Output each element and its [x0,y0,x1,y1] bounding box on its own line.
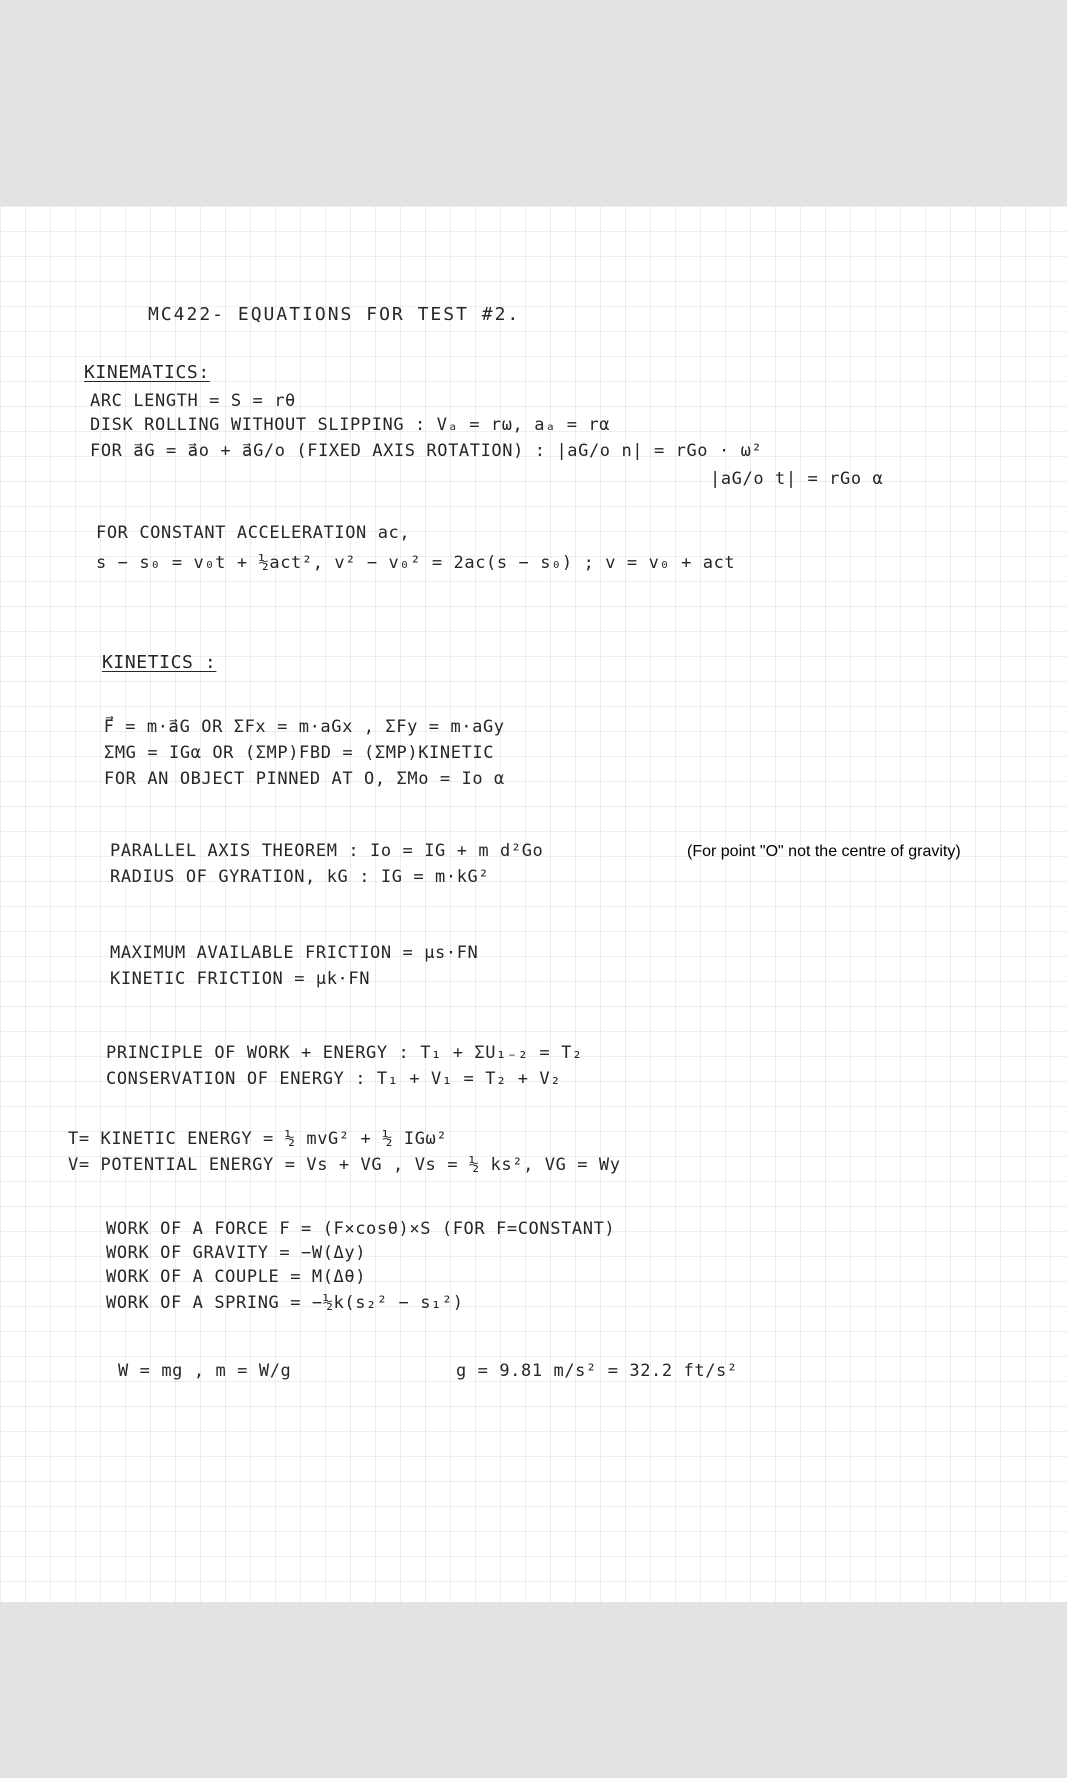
moment-equation: ΣMG = IGα OR (ΣMP)FBD = (ΣMP)KINETIC [104,743,495,763]
kinetic-friction-equation: KINETIC FRICTION = μk·FN [110,969,371,989]
equation-sheet [0,206,1067,1602]
work-energy-principle: PRINCIPLE OF WORK + ENERGY : T₁ + ΣU₁₋₂ = T₂ [106,1043,583,1063]
work-of-spring-equation: WORK OF A SPRING = −½k(s₂² − s₁²) [106,1293,464,1313]
parallel-axis-theorem: PARALLEL AXIS THEOREM : Io = IG + m d²Go [110,841,544,861]
potential-energy-equation: V= POTENTIAL ENERGY = Vs + VG , Vs = ½ ks², VG = Wy [68,1155,621,1175]
constant-acceleration-intro: FOR CONSTANT ACCELERATION ac, [96,523,411,543]
work-of-gravity-equation: WORK OF GRAVITY = −W(Δy) [106,1243,367,1263]
kinematics-heading: KINEMATICS: [84,362,210,383]
pinned-object-equation: FOR AN OBJECT PINNED AT O, ΣMo = Io α [104,769,505,789]
work-of-force-equation: WORK OF A FORCE F = (F×cosθ)×S (FOR F=CONSTANT) [106,1219,616,1239]
newton-second-law-equation: F⃗ = m·a⃗G OR ΣFx = m·aGx , ΣFy = m·aGy [104,717,505,737]
radius-of-gyration-equation: RADIUS OF GYRATION, kG : IG = m·kG² [110,867,490,887]
disk-rolling-equation: DISK ROLLING WITHOUT SLIPPING : Vₐ = rω, aₐ = rα [90,415,611,435]
parallel-axis-note: (For point "O" not the centre of gravity) [687,843,961,860]
page-title: MC422- EQUATIONS FOR TEST #2. [148,304,521,325]
work-of-couple-equation: WORK OF A COUPLE = M(Δθ) [106,1267,367,1287]
arc-length-equation: ARC LENGTH = S = rθ [90,391,296,411]
fixed-axis-equation: FOR a⃗G = a⃗o + a⃗G/o (FIXED AXIS ROTATION) : |aG/o n| = rGo · ω² [90,441,763,461]
kinetics-heading: KINETICS : [102,652,217,673]
fixed-axis-tangential-equation: |aG/o t| = rGo α [710,469,884,489]
constant-acceleration-equations: s − s₀ = v₀t + ½act², v² − v₀² = 2ac(s − s₀) ; v = v₀ + act [96,553,736,573]
weight-equation: W = mg , m = W/g [118,1361,292,1381]
kinetic-energy-equation: T= KINETIC ENERGY = ½ mvG² + ½ IGω² [68,1129,448,1149]
max-friction-equation: MAXIMUM AVAILABLE FRICTION = μs·FN [110,943,479,963]
gravity-constant: g = 9.81 m/s² = 32.2 ft/s² [456,1361,738,1381]
energy-conservation-equation: CONSERVATION OF ENERGY : T₁ + V₁ = T₂ + V₂ [106,1069,562,1089]
